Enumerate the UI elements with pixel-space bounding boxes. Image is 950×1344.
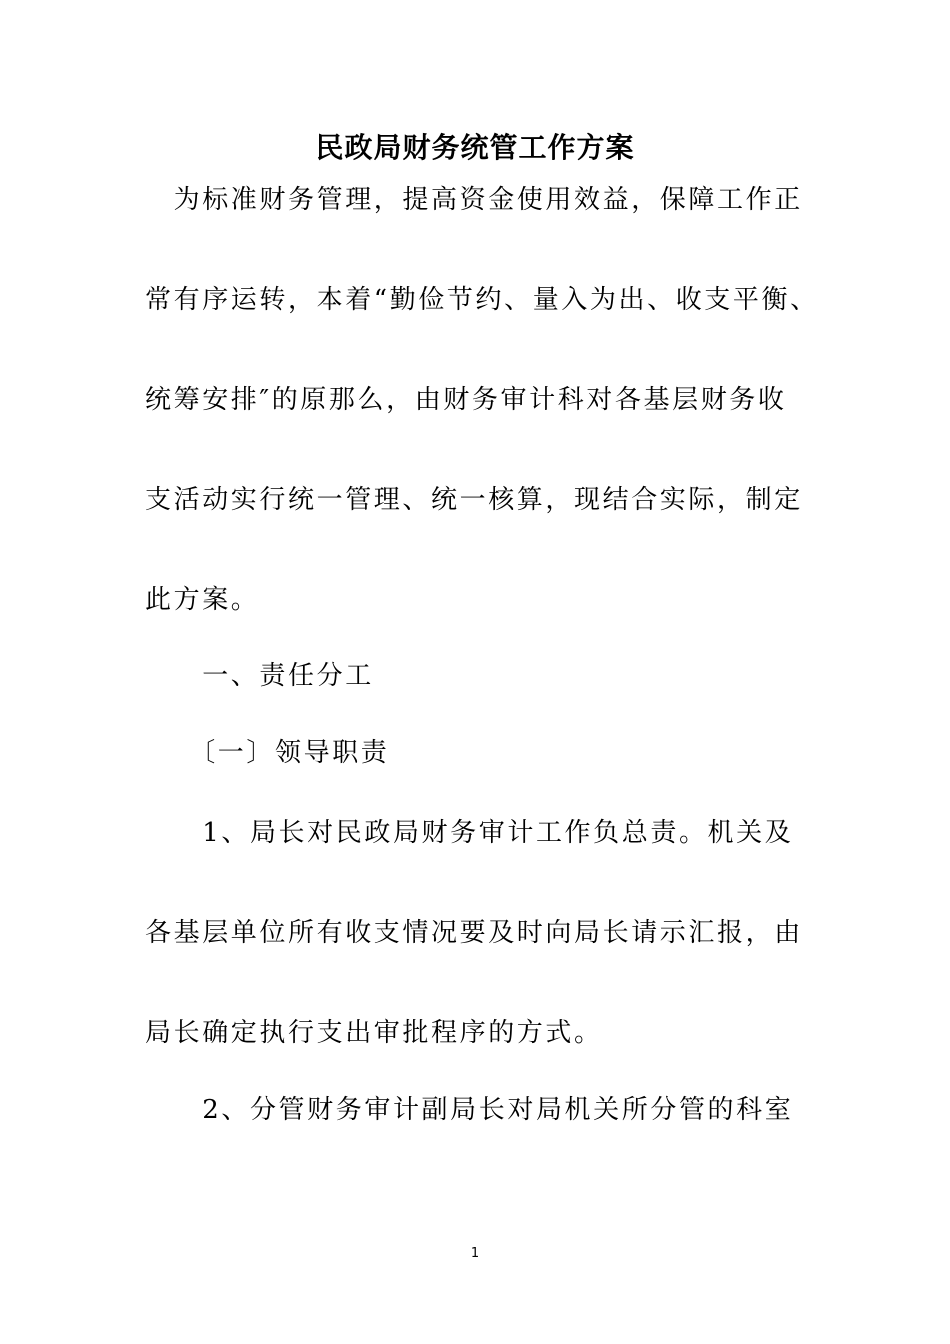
section-heading: 一、责任分工	[145, 661, 374, 691]
paragraph-line: 1、局长对民政局财务审计工作负总责。机关及	[145, 818, 794, 848]
page-number: 1	[470, 1246, 480, 1261]
paragraph-line: 2、分管财务审计副局长对局机关所分管的科室	[145, 1095, 794, 1125]
paragraph-line: 支活动实行统一管理、统一核算，现结合实际，制定	[145, 485, 803, 515]
paragraph-line: 各基层单位所有收支情况要及时向局长请示汇报，由	[145, 918, 803, 948]
paragraph-line: 局长确定执行支出审批程序的方式。	[145, 1018, 603, 1048]
paragraph-line: 常有序运转，本着“勤俭节约、量入为出、收支平衡、	[145, 285, 819, 315]
paragraph-line: 统筹安排″的原那么，由财务审计科对各基层财务收	[145, 385, 787, 415]
paragraph-line: 此方案。	[145, 585, 260, 615]
document-title: 民政局财务统管工作方案	[315, 131, 635, 164]
subsection-heading: 〔一〕领导职责	[145, 738, 390, 768]
paragraph-line: 为标准财务管理，提高资金使用效益，保障工作正	[145, 185, 803, 215]
